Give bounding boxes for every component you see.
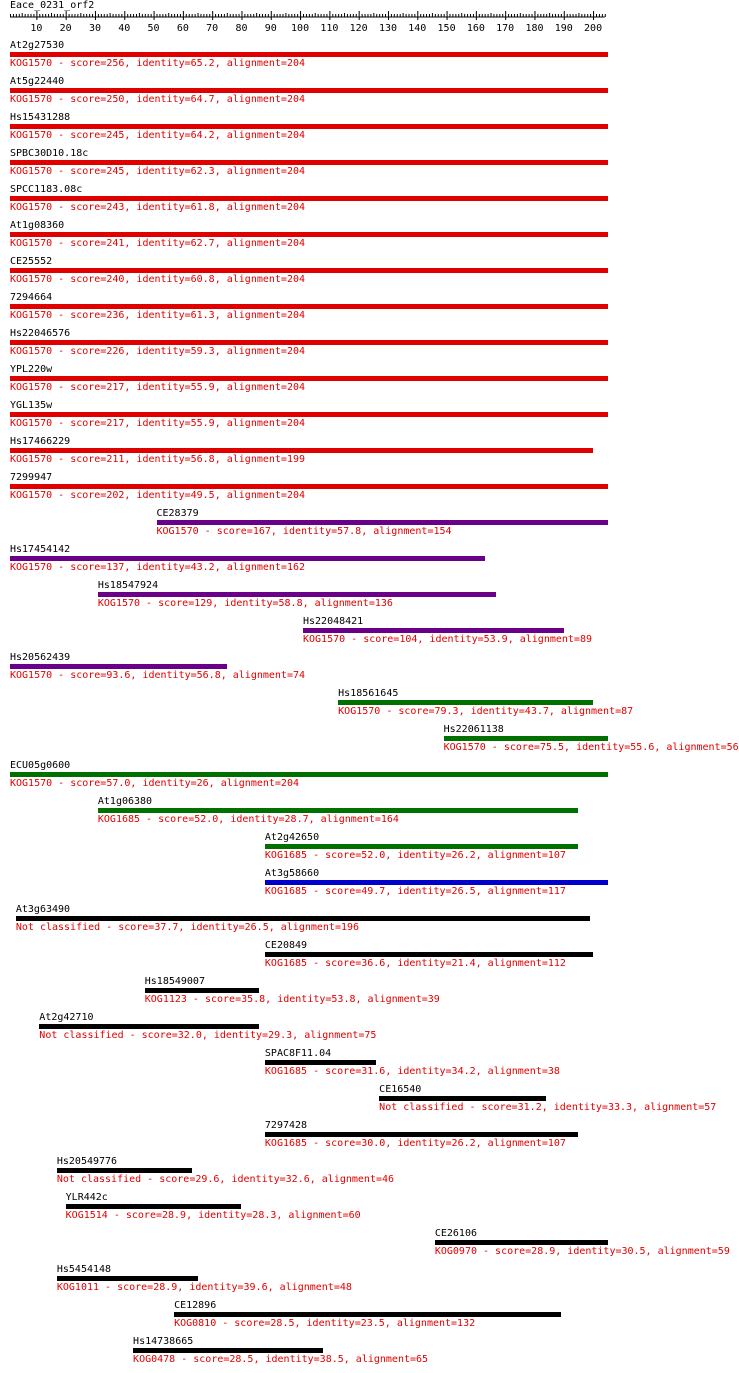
alignment-bar[interactable] [435,1240,608,1245]
alignment-bar[interactable] [10,376,608,381]
alignment-bar[interactable] [57,1276,198,1281]
hit-name[interactable]: Hs18561645 [338,688,399,699]
hit-info: KOG1570 - score=256, identity=65.2, alignment=204 [10,58,306,69]
hit-info: KOG1570 - score=79.3, identity=43.7, alignment=87 [338,706,634,717]
hit-name[interactable]: Hs22048421 [303,616,364,627]
ruler-tick-label: 60 [176,23,189,34]
alignment-bar[interactable] [10,124,608,129]
hit-info: KOG1685 - score=49.7, identity=26.5, alignment=117 [264,886,566,897]
hit-name[interactable]: YLR442c [65,1192,108,1203]
ruler-tick-label: 150 [437,23,456,34]
alignment-bar[interactable] [265,844,579,849]
ruler-tick-label: 50 [147,23,160,34]
alignment-bar[interactable] [265,880,608,885]
hit-name[interactable]: Hs17466229 [10,436,71,447]
sequence-ruler [0,0,620,36]
hit-info: KOG1570 - score=245, identity=64.2, alignment=204 [10,130,306,141]
alignment-bar[interactable] [66,1204,242,1209]
hit-info: KOG1570 - score=241, identity=62.7, alignment=204 [10,238,306,249]
alignment-bar[interactable] [303,628,564,633]
hit-info: KOG1570 - score=211, identity=56.8, alignment=199 [10,454,306,465]
hit-name[interactable]: ECU05g0600 [10,760,71,771]
hit-name[interactable]: YGL135w [10,400,53,411]
hit-name[interactable]: Hs18547924 [97,580,159,591]
hit-info: KOG1011 - score=28.9, identity=39.6, alignment=48 [56,1282,352,1293]
alignment-bar[interactable] [10,160,608,165]
hit-info: KOG1685 - score=52.0, identity=26.2, alignment=107 [264,850,566,861]
alignment-bar[interactable] [16,916,590,921]
hit-name[interactable]: Hs15431288 [10,112,71,123]
alignment-bar[interactable] [10,88,608,93]
hit-info: KOG1514 - score=28.9, identity=28.3, alignment=60 [65,1210,361,1221]
alignment-bar[interactable] [10,232,608,237]
hit-info: KOG1570 - score=236, identity=61.3, alignment=204 [10,310,306,321]
ruler-tick-label: 30 [88,23,101,34]
hit-info: KOG1570 - score=202, identity=49.5, alignment=204 [10,490,306,501]
ruler-tick-label: 180 [525,23,544,34]
hit-name[interactable]: At2g27530 [10,40,65,51]
hit-info: Not classified - score=29.6, identity=32.6, alignment=46 [56,1174,395,1185]
hit-name[interactable]: CE26106 [434,1228,477,1239]
alignment-bar[interactable] [265,1132,579,1137]
hit-name[interactable]: SPCC1183.08c [10,184,83,195]
hit-info: KOG1570 - score=57.0, identity=26, alignment=204 [10,778,299,789]
hit-info: KOG1570 - score=129, identity=58.8, alignment=136 [97,598,393,609]
ruler-tick-label: 190 [554,23,573,34]
hit-info: KOG1570 - score=226, identity=59.3, alignment=204 [10,346,306,357]
hit-info: KOG1570 - score=137, identity=43.2, alignment=162 [10,562,306,573]
hit-info: KOG1685 - score=52.0, identity=28.7, alignment=164 [97,814,399,825]
hit-name[interactable]: Hs20562439 [10,652,71,663]
alignment-bar[interactable] [10,448,593,453]
hit-name[interactable]: At3g63490 [15,904,71,915]
ruler-tick-label: 110 [320,23,339,34]
alignment-bar[interactable] [265,952,593,957]
hit-name[interactable]: At1g08360 [10,220,65,231]
hit-name[interactable]: Hs5454148 [56,1264,112,1275]
hit-info: KOG1570 - score=93.6, identity=56.8, alignment=74 [10,670,306,681]
hit-name[interactable]: 7294664 [10,292,53,303]
ruler-tick-label: 10 [30,23,43,34]
alignment-bar[interactable] [265,1060,376,1065]
hit-info: KOG1685 - score=31.6, identity=34.2, alignment=38 [264,1066,560,1077]
hit-name[interactable]: At1g06380 [97,796,153,807]
hit-name[interactable]: SPAC8F11.04 [264,1048,332,1059]
alignment-bar[interactable] [379,1096,546,1101]
hit-name[interactable]: 7297428 [264,1120,308,1131]
alignment-bar[interactable] [10,52,608,57]
hit-info: KOG0478 - score=28.5, identity=38.5, alignment=65 [133,1354,429,1365]
hit-info: KOG1570 - score=167, identity=57.8, alignment=154 [156,526,452,537]
ruler-tick-label: 90 [264,23,277,34]
hit-info: KOG1570 - score=104, identity=53.9, alignment=89 [303,634,592,645]
hit-name[interactable]: Hs20549776 [56,1156,118,1167]
hit-name[interactable]: YPL220w [10,364,53,375]
hit-name[interactable]: Hs18549007 [144,976,205,987]
hit-info: KOG1570 - score=75.5, identity=55.6, alignment=56 [443,742,739,753]
hit-info: KOG1685 - score=36.6, identity=21.4, alignment=112 [264,958,566,969]
hit-info: KOG1570 - score=245, identity=62.3, alignment=204 [10,166,306,177]
hit-info: KOG1123 - score=35.8, identity=53.8, alignment=39 [144,994,440,1005]
alignment-bar[interactable] [133,1348,323,1353]
alignment-bar[interactable] [10,268,608,273]
alignment-bar[interactable] [10,556,485,561]
alignment-bar[interactable] [10,664,227,669]
hit-name[interactable]: CE28379 [156,508,199,519]
hit-name[interactable]: 7299947 [10,472,53,483]
hit-name[interactable]: CE12896 [174,1300,217,1311]
hit-info: Not classified - score=32.0, identity=29.3, alignment=75 [39,1030,377,1041]
alignment-bar[interactable] [157,520,608,525]
ruler-tick-label: 80 [235,23,248,34]
hit-name[interactable]: CE25552 [10,256,53,267]
ruler-tick-label: 170 [496,23,515,34]
alignment-bar[interactable] [10,412,608,417]
alignment-bar[interactable] [57,1168,192,1173]
hit-name[interactable]: CE20849 [264,940,308,951]
hit-name[interactable]: At5g22440 [10,76,65,87]
hit-info: Not classified - score=31.2, identity=33.3, alignment=57 [379,1102,717,1113]
hit-name[interactable]: CE16540 [379,1084,422,1095]
hit-name[interactable]: Hs22046576 [10,328,71,339]
hit-name[interactable]: At3g58660 [264,868,320,879]
ruler-tick-label: 120 [349,23,368,34]
ruler-tick-label: 70 [206,23,219,34]
ruler-tick-label: 200 [584,23,603,34]
hit-info: KOG1570 - score=243, identity=61.8, alignment=204 [10,202,306,213]
hit-info: KOG1570 - score=240, identity=60.8, alignment=204 [10,274,306,285]
ruler-tick-label: 100 [291,23,310,34]
alignment-bar[interactable] [338,700,593,705]
alignment-bar[interactable] [10,340,608,345]
ruler-tick-label: 20 [59,23,72,34]
alignment-bar[interactable] [98,592,496,597]
hit-info: KOG1570 - score=250, identity=64.7, alignment=204 [10,94,306,105]
hit-name[interactable]: At2g42650 [264,832,320,843]
hit-name[interactable]: SPBC30D10.18c [10,148,89,159]
hit-name[interactable]: Hs22061138 [443,724,504,735]
alignment-bar[interactable] [10,484,608,489]
ruler-tick-label: 140 [408,23,427,34]
hit-info: KOG1570 - score=217, identity=55.9, alignment=204 [10,418,306,429]
alignment-bar[interactable] [10,772,608,777]
hit-info: Not classified - score=37.7, identity=26.5, alignment=196 [15,922,360,933]
alignment-bar[interactable] [10,304,608,309]
alignment-bar[interactable] [39,1024,259,1029]
alignment-bar[interactable] [10,196,608,201]
alignment-bar[interactable] [174,1312,561,1317]
ruler-tick-label: 40 [118,23,131,34]
alignment-bar[interactable] [98,808,579,813]
hit-info: KOG0970 - score=28.9, identity=30.5, alignment=59 [434,1246,730,1257]
ruler-tick-label: 160 [466,23,485,34]
ruler-tick-label: 130 [378,23,398,34]
alignment-bar[interactable] [444,736,608,741]
hit-info: KOG0810 - score=28.5, identity=23.5, alignment=132 [174,1318,476,1329]
query-title: Eace_0231_orf2 [10,0,95,11]
hit-name[interactable]: Hs14738665 [133,1336,194,1347]
hit-info: KOG1570 - score=217, identity=55.9, alignment=204 [10,382,306,393]
alignment-bar[interactable] [145,988,259,993]
hit-info: KOG1685 - score=30.0, identity=26.2, alignment=107 [264,1138,566,1149]
hit-name[interactable]: Hs17454142 [10,544,71,555]
hit-name[interactable]: At2g42710 [39,1012,94,1023]
